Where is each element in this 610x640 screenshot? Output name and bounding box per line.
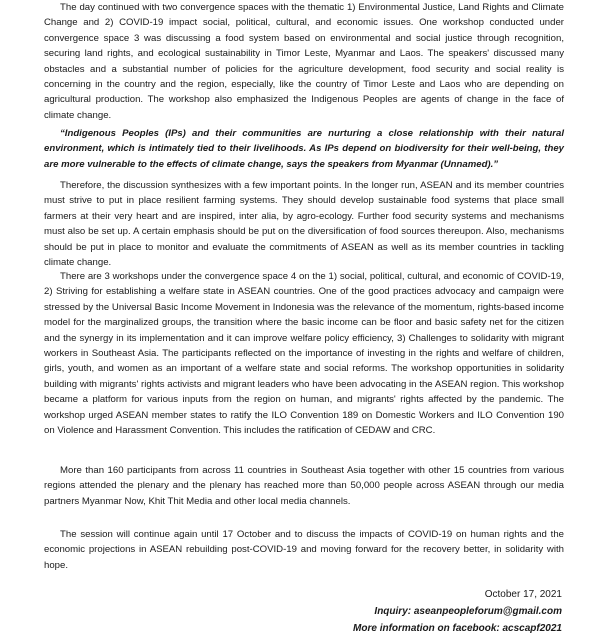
facebook-info: More information on facebook: acscapf2021 [353,623,562,634]
closing-date: October 17, 2021 [484,589,562,600]
paragraph-convergence-space-4: There are 3 workshops under the convergence space 4 on the 1) social, political, cultural, and economic of COVID-19, 2) Striving for establishing a welfare state in ASEAN countries. One of the good practices advocacy and campaign were stressed by the Universal Basic Income Movement in Indonesia was the relevance of the momentum, rights-based income model for the marginalized groups, the transition where the basic income can be floor and basic safety net for the citizen and the synergy in its implementation and it can improve welfare policy efficiency, 3) Challenges to solidarity with migrant workers in Southeast Asia. The participants reflected on the importance of investing in the rights and welfare of children, girls, youth, and women as an important of a welfare state and social reforms. The workshop opportunities in solidarity building with migrants' rights activists and migrant leaders who have been advocating in the ASEAN region. This workshop became a platform for various inputs from the region on human, and migrants' rights affected by the pandemic. The workshop urged ASEAN member states to ratify the ILO Convention 189 on Domestic Workers and ILO Convention 190 on Violence and Harassment Convention. This includes the ratification of CEDAW and CRC. [44,271,564,437]
indigenous-peoples-quote: “Indigenous Peoples (IPs) and their communities are nurturing a close relationship with their natural environment, which is intimately tied to their livelihoods. As IPs depend on biodiversity for their well-being, they are more vulnerable to the effects of climate change, says the speakers from Myanmar (Unnamed).” [44,128,564,170]
document-page [44,0,564,640]
inquiry-email: Inquiry: aseanpeopleforum@gmail.com [374,606,562,617]
closing-block [353,586,562,637]
paragraph-session-continue: The session will continue again until 17 October and to discuss the impacts of COVID-19 on human rights and the economic projections in ASEAN rebuilding post-COVID-19 and moving forward for the recovery better, in solidarity with hope. [44,529,564,571]
paragraph-synthesis: Therefore, the discussion synthesizes with a few important points. In the longer run, ASEAN and its member countries must strive to put in place resilient farming systems. They should develop sustainable food systems that place small farmers at their very heart and are inspired, inter alia, by agro-ecology. Further food security systems and mechanisms must also be set up. A certain emphasis should be put on the diversification of food sources thereupon. Also, mechanisms should be put in place to monitor and evaluate the commitments of ASEAN as well as its member countries in tackling climate change. [44,180,564,269]
paragraph-participants: More than 160 participants from across 11 countries in Southeast Asia together with other 15 countries from various regions attended the plenary and the plenary has reached more than 50,000 people across ASEAN through our media partners Myanmar Now, Khit Thit Media and other local media channels. [44,465,564,507]
paragraph-convergence-spaces: The day continued with two convergence spaces with the thematic 1) Environmental Justice, Land Rights and Climate Change and 2) COVID-19 impact social, political, cultural, and economic issues. One workshop conducted under convergence space 3 was discussing a food system based on environmental and social justice through recognition, securing land rights, and ecological sustainability in Timor Leste, Myanmar and Laos. The speakers' discussed many obstacles and a substantial number of policies for the agriculture development, food security and social reality is concerning in the country and the region, especially, like the country of Timor Leste and Laos who are depending on agricultural production. The workshop also emphasized the Indigenous Peoples are agents of change in the face of climate change. [44,2,564,121]
